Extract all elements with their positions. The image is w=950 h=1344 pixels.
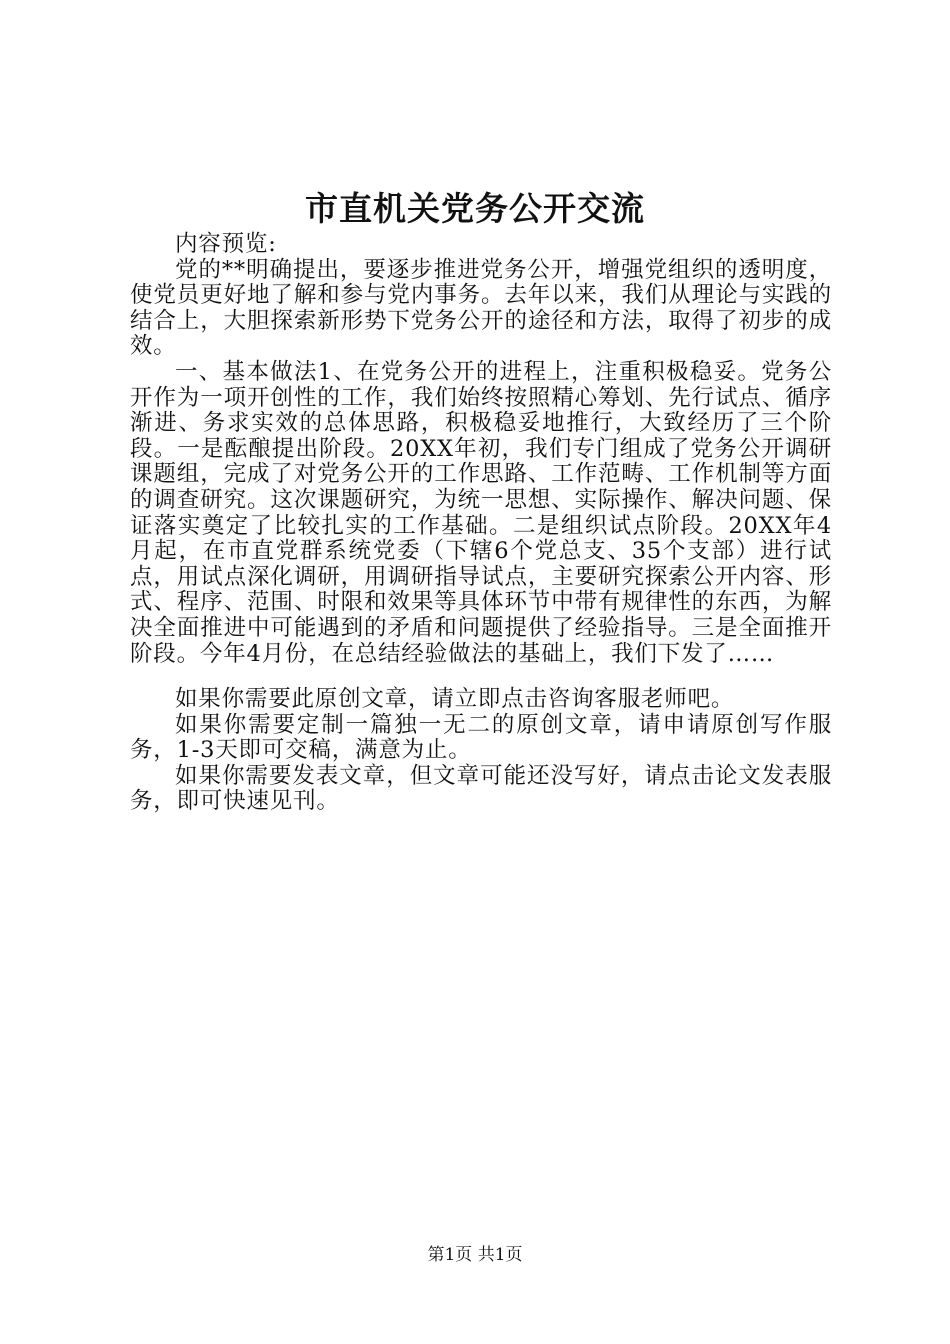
preview-label: 内容预览:	[175, 231, 277, 257]
document-title: 市直机关党务公开交流	[305, 189, 645, 228]
paragraph-practice: 一、基本做法1、在党务公开的进程上，注重积极稳妥。党务公开作为一项开创性的工作，我们始终按照精心筹划、先行试点、循序渐进、务求实效的总体思路，积极稳妥地推行，大致经历了三个阶段。一是酝酿提出阶段。20XX年初，我们专门组成了党务公开调研课题组，完成了对党务公开的工作思路、工作范畴、工作机制等方面的调查研究。这次课题研究，为统一思想、实际操作、解决问题、保证落实奠定了比较扎实的工作基础。二是组织试点阶段。20XX年4月起，在市直党群系统党委（下辖6个党总支、35个支部）进行试点，用试点深化调研，用调研指导试点，主要研究探索公开内容、形式、程序、范围、时限和效果等具体环节中带有规律性的东西，为解决全面推进中可能遇到的矛盾和问题提供了经验指导。三是全面推开阶段。今年4月份，在总结经验做法的基础上，我们下发了……	[130, 358, 832, 667]
paragraph-intro: 党的**明确提出，要逐步推进党务公开，增强党组织的透明度，使党员更好地了解和参与党内事务。去年以来，我们从理论与实践的结合上，大胆探索新形势下党务公开的途径和方法，取得了初步的成效。	[130, 256, 832, 360]
document-body	[130, 232, 832, 815]
page-indicator: 第1页 共1页	[427, 1245, 523, 1265]
notice-consult: 如果你需要此原创文章，请立即点击咨询客服老师吧。	[175, 686, 735, 713]
notice-publishing: 如果你需要发表文章，但文章可能还没写好，请点击论文发表服务，即可快速见刊。	[130, 762, 832, 815]
notice-custom-writing: 如果你需要定制一篇独一无二的原创文章，请申请原创写作服务，1-3天即可交稿，满意为止。	[130, 711, 832, 764]
